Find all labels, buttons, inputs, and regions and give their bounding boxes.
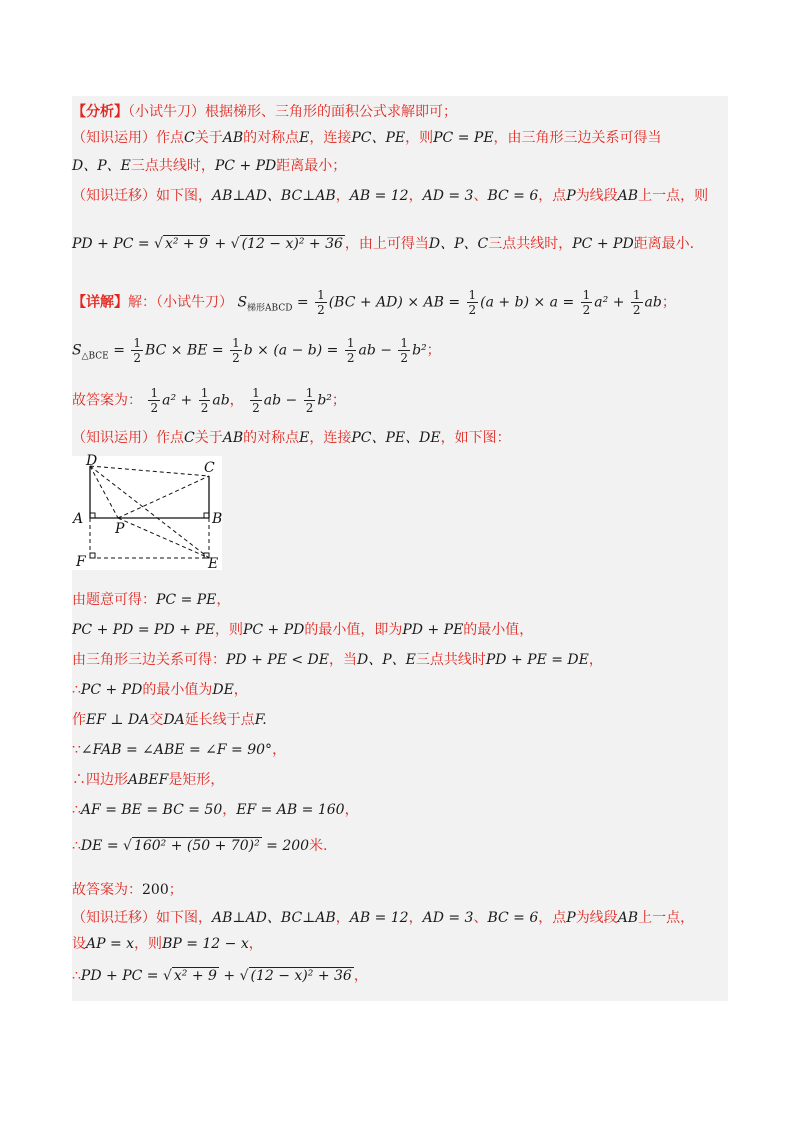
detail-line-2: $S_{\triangle BCE}$ = $\frac{1}{2}$ BC × BE = $\frac{1}{2}$ b × (a − b) = $\frac{1}{2}$ ab − $\frac{1}{2}$ b²； <box>72 336 441 365</box>
label-P: P <box>115 521 125 537</box>
label-C: C <box>204 460 215 476</box>
analysis-line-1: 【分析】（小试牛刀）根据梯形、三角形的面积公式求解即可； <box>72 104 457 120</box>
analysis-line-2: （知识运用）作点C关于AB的对称点E，连接PC、PE，则PC = PE，由三角形三边关系可得当 <box>72 130 662 146</box>
detail-line-8: 作EF ⊥ DA交DA延长线于点F. <box>72 712 267 728</box>
answer-line-2: 故答案为：200； <box>72 882 183 898</box>
answer-line-1: 故答案为： $\frac{1}{2}$ a² + $\frac{1}{2}$ ab， $\frac{1}{2}$ ab − $\frac{1}{2}$ b²； <box>72 386 346 415</box>
detail-line-13: （知识迁移）如下图，AB⊥AD、BC⊥AB，AB = 12，AD = 3、BC = 6，点P为线段AB上一点， <box>72 910 695 926</box>
detail-line-12: ∴DE = √ 160² + (50 + 70)² = 200米. <box>72 838 328 854</box>
answer-panel <box>72 96 728 1001</box>
detail-line-3: （知识运用）作点C关于AB的对称点E，连接PC、PE、DE，如下图： <box>72 430 511 446</box>
geometry-figure <box>72 452 222 570</box>
label-D: D <box>86 453 98 469</box>
analysis-line-5: PD + PC = √ x² + 9 + √ (12 − x)² + 36 ，由上可得当D、P、C三点共线时，PC + PD距离最小. <box>72 236 695 252</box>
label-B: B <box>212 511 222 527</box>
detail-line-11: ∴AF = BE = BC = 50，EF = AB = 160， <box>72 802 359 818</box>
analysis-line-4: （知识迁移）如下图，AB⊥AD、BC⊥AB，AB = 12，AD = 3、BC = 6，点P为线段AB上一点，则 <box>72 188 709 204</box>
detail-line-5: PC + PD = PD + PE，则PC + PD的最小值，即为PD + PE的最小值， <box>72 622 534 638</box>
detail-line-6: 由三角形三边关系可得：PD + PE < DE，当D、P、E三点共线时PD + PE = DE， <box>72 652 603 668</box>
label-E: E <box>208 556 219 570</box>
detail-line-15: ∴PD + PC = √ x² + 9 + √ (12 − x)² + 36 ， <box>72 968 368 984</box>
detail-line-9: ∵∠FAB = ∠ABE = ∠F = 90°， <box>72 742 287 758</box>
detail-line-10: ∴四边形ABEF是矩形， <box>72 772 225 788</box>
label-F: F <box>76 554 86 570</box>
label-A: A <box>73 511 84 527</box>
detail-line-1: 【详解】解：（小试牛刀） $S_{梯形ABCD}$ = $\frac{1}{2}$ (BC + AD) × AB = $\frac{1}{2}$ (a + b) × a = $\frac{1}{2}$ a² + $\frac{1}{2}$ ab； <box>72 288 676 317</box>
detail-line-14: 设AP = x，则BP = 12 − x， <box>72 936 263 952</box>
analysis-line-3: D、P、E三点共线时，PC + PD距离最小； <box>72 158 347 174</box>
detail-line-4: 由题意可得：PC = PE， <box>72 592 231 608</box>
detail-line-7: ∴PC + PD的最小值为DE， <box>72 682 248 698</box>
